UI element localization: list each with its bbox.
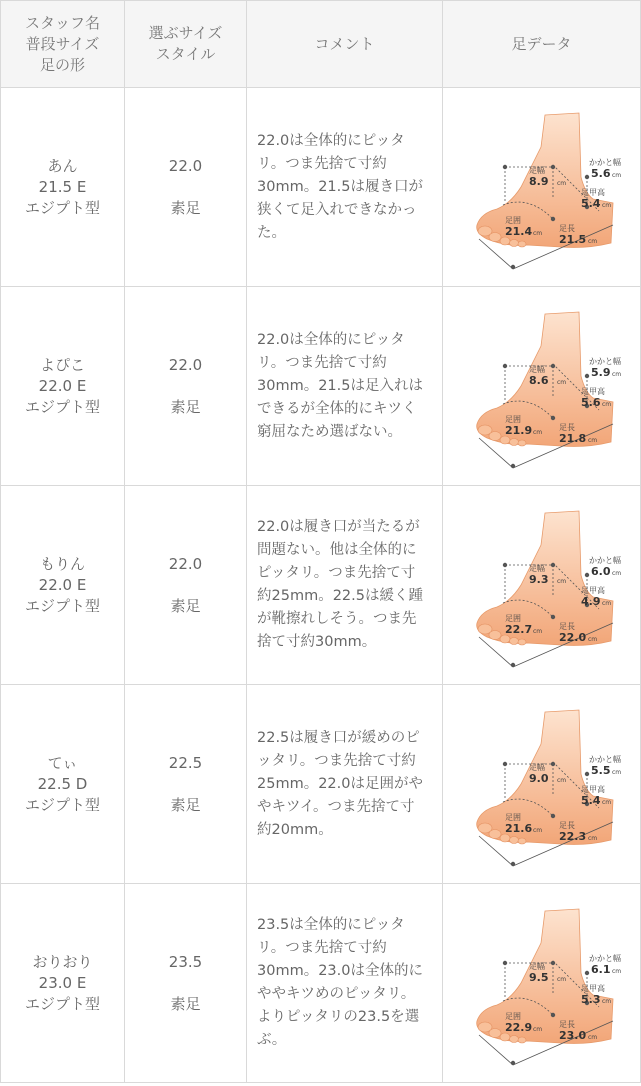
length-unit: cm [587,835,597,842]
table-row [1,685,641,884]
width-label: 足幅 [528,564,545,573]
girth-value: 21.6 [504,822,532,835]
chosen-size: 23.5 [168,953,203,971]
instep-label: 足甲高 [580,785,605,794]
girth-label: 足囲 [504,216,521,225]
wear-style: 素足 [170,995,201,1013]
length-value: 22.3 [558,830,586,843]
width-unit: cm [556,379,566,386]
girth-unit: cm [532,429,542,436]
wear-style: 素足 [170,398,201,416]
heel-value: 5.5 [590,764,610,777]
heel-value: 6.1 [590,963,610,976]
instep-value: 5.6 [580,396,600,409]
heel-unit: cm [611,172,621,179]
choice-cell [125,486,247,685]
length-value: 21.5 [558,233,586,246]
heel-unit: cm [611,570,621,577]
staff-cell [1,88,125,287]
girth-unit: cm [532,1026,542,1033]
girth-value: 21.4 [504,225,532,238]
foot-shape: エジプト型 [24,397,100,416]
staff-name: てぃ [47,753,78,772]
comment-cell: 22.0は全体的にピッタリ。つま先捨て寸約30mm。21.5は足入れはできるが全体的にキツく窮屈なため選ばない。 [247,287,443,486]
width-label: 足幅 [528,962,545,971]
width-unit: cm [556,976,566,983]
chosen-size: 22.0 [168,356,203,374]
wear-style: 素足 [170,796,201,814]
heel-value: 5.6 [590,167,610,180]
foot-data-cell [443,486,641,685]
comment-cell: 22.5は履き口が緩めのピッタリ。つま先捨て寸約25mm。22.0は足囲がややキツイ。つま先捨て寸約20mm。 [247,685,443,884]
heel-label: かかと幅 [588,357,621,366]
staff-name: おりおり [32,952,93,971]
girth-value: 22.7 [504,623,532,636]
foot-diagram [467,903,621,1063]
foot-shape: エジプト型 [24,795,100,814]
choice-cell [125,88,247,287]
foot-shape: エジプト型 [24,596,100,615]
length-value: 21.8 [558,432,586,445]
chosen-size: 22.0 [168,555,203,573]
heel-value: 6.0 [590,565,610,578]
usual-size: 22.0 E [38,575,87,594]
girth-label: 足囲 [504,813,521,822]
header-foot-data: 足データ [443,1,641,88]
heel-label: かかと幅 [588,556,621,565]
instep-unit: cm [601,998,611,1005]
instep-value: 5.4 [580,794,600,807]
instep-label: 足甲高 [580,387,605,396]
width-value: 9.3 [528,573,548,586]
instep-label: 足甲高 [580,586,605,595]
heel-unit: cm [611,371,621,378]
length-label: 足長 [558,224,575,233]
instep-value: 5.3 [580,993,600,1006]
heel-label: かかと幅 [588,755,621,764]
wear-style: 素足 [170,597,201,615]
foot-diagram [467,107,621,267]
table-header-row [1,1,641,88]
foot-data-cell [443,685,641,884]
comment-cell: 22.0は履き口が当たるが問題ない。他は全体的にピッタリ。つま先捨て寸約25mm。22.5は緩く踵が靴擦れしそう。つま先捨て寸約30mm。 [247,486,443,685]
staff-name: あん [47,156,78,175]
length-unit: cm [587,1034,597,1041]
instep-unit: cm [601,600,611,607]
girth-unit: cm [532,628,542,635]
staff-name: よぴこ [39,355,85,374]
staff-cell [1,287,125,486]
foot-diagram [467,505,621,665]
header-size [125,1,247,88]
width-value: 8.9 [528,175,548,188]
header-staff-line2: 普段サイズ [25,34,100,53]
width-value: 9.0 [528,772,548,785]
width-unit: cm [556,180,566,187]
usual-size: 22.5 D [37,774,88,793]
width-label: 足幅 [528,365,545,374]
header-staff [1,1,125,88]
length-value: 22.0 [558,631,586,644]
usual-size: 21.5 E [38,177,87,196]
heel-value: 5.9 [590,366,610,379]
staff-cell [1,685,125,884]
girth-value: 22.9 [504,1021,532,1034]
table-row [1,486,641,685]
instep-unit: cm [601,799,611,806]
instep-label: 足甲高 [580,984,605,993]
choice-cell [125,287,247,486]
heel-label: かかと幅 [588,158,621,167]
width-label: 足幅 [528,166,545,175]
length-label: 足長 [558,1020,575,1029]
heel-unit: cm [611,968,621,975]
length-unit: cm [587,636,597,643]
length-label: 足長 [558,423,575,432]
length-label: 足長 [558,821,575,830]
width-unit: cm [556,578,566,585]
heel-unit: cm [611,769,621,776]
girth-label: 足囲 [504,1012,521,1021]
table-row [1,88,641,287]
wear-style: 素足 [170,199,201,217]
girth-unit: cm [532,230,542,237]
girth-label: 足囲 [504,614,521,623]
staff-cell [1,486,125,685]
header-staff-line3: 足の形 [39,55,85,74]
length-label: 足長 [558,622,575,631]
header-comment: コメント [247,1,443,88]
instep-unit: cm [601,401,611,408]
instep-value: 4.9 [580,595,600,608]
width-value: 9.5 [528,971,548,984]
length-unit: cm [587,238,597,245]
foot-data-cell [443,884,641,1083]
header-size-line1: 選ぶサイズ [148,24,223,42]
heel-label: かかと幅 [588,954,621,963]
comment-cell: 22.0は全体的にピッタリ。つま先捨て寸約30mm。21.5は履き口が狭くて足入れできなかった。 [247,88,443,287]
foot-shape: エジプト型 [24,198,100,217]
foot-shape: エジプト型 [24,994,100,1013]
header-size-line2: スタイル [155,45,216,63]
choice-cell [125,884,247,1083]
width-unit: cm [556,777,566,784]
instep-unit: cm [601,202,611,209]
choice-cell [125,685,247,884]
chosen-size: 22.5 [168,754,203,772]
width-label: 足幅 [528,763,545,772]
girth-unit: cm [532,827,542,834]
staff-cell [1,884,125,1083]
chosen-size: 22.0 [168,157,203,175]
header-staff-line1: スタッフ名 [24,13,100,32]
table-row [1,884,641,1083]
length-value: 23.0 [558,1029,586,1042]
width-value: 8.6 [528,374,548,387]
foot-diagram [467,306,621,466]
length-unit: cm [587,437,597,444]
comment-cell: 23.5は全体的にピッタリ。つま先捨て寸約30mm。23.0は全体的にややキツめのピッタリ。よりピッタリの23.5を選ぶ。 [247,884,443,1083]
usual-size: 23.0 E [38,973,87,992]
staff-name: もりん [39,554,85,573]
table-row [1,287,641,486]
foot-data-cell [443,88,641,287]
girth-label: 足囲 [504,415,521,424]
foot-diagram [467,704,621,864]
girth-value: 21.9 [504,424,532,437]
foot-data-cell [443,287,641,486]
instep-value: 5.4 [580,197,600,210]
instep-label: 足甲高 [580,188,605,197]
usual-size: 22.0 E [38,376,87,395]
